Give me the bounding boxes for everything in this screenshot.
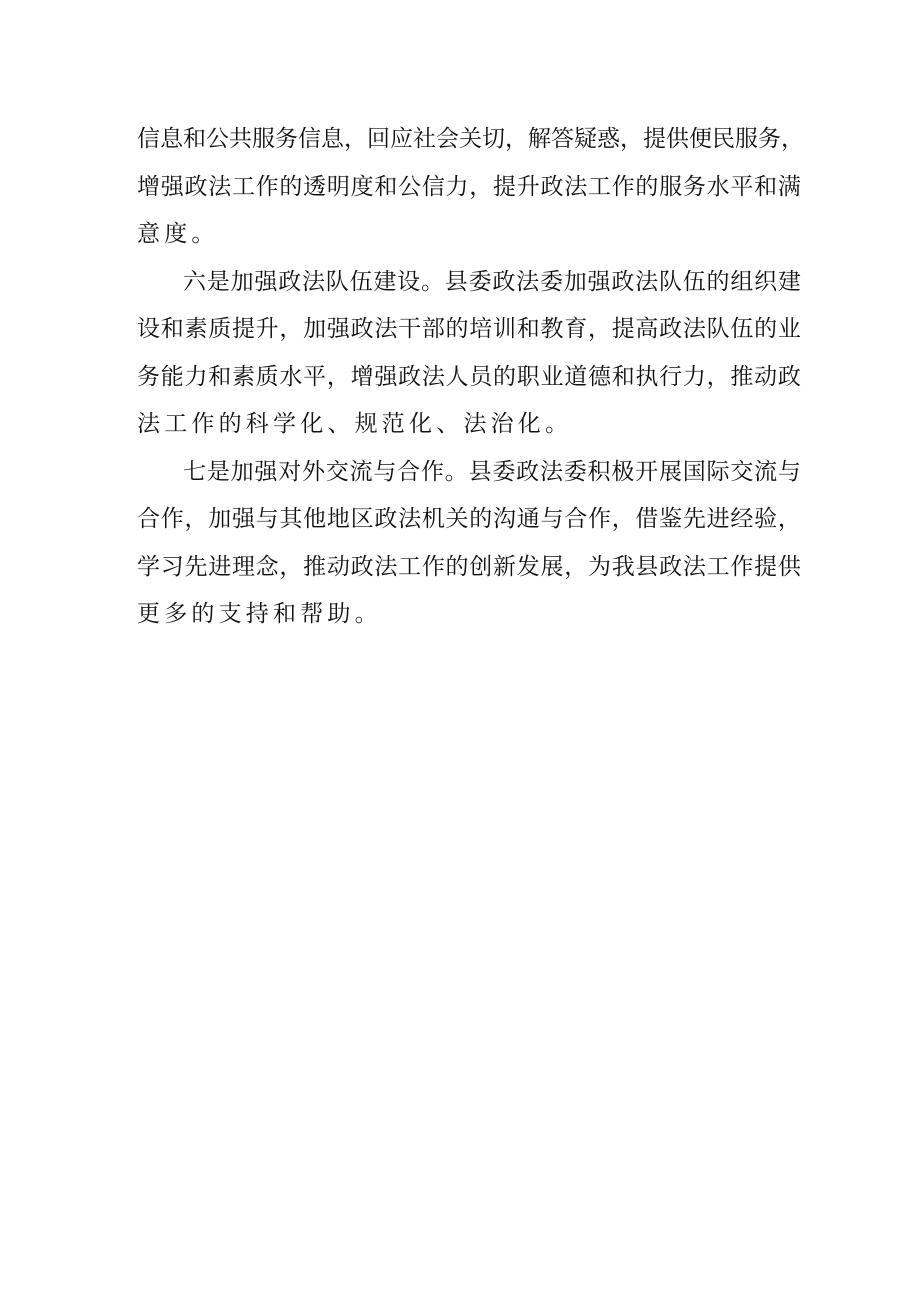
paragraph-2 xyxy=(137,259,801,449)
paragraph-line: 务 能 力 和 素 质 水 平 ， 增 强 政 法 人 员 的 职 业 道 德 和 执 行 力 ， 推 动 政 xyxy=(137,363,801,390)
paragraph-3 xyxy=(137,449,801,639)
paragraph-line: 增 强 政 法 工 作 的 透 明 度 和 公 信 力 ， 提 升 政 法 工 作 的 服 务 水 平 和 满 xyxy=(137,173,801,200)
paragraph-line: 信 息 和 公 共 服 务 信 息 ， 回 应 社 会 关 切 ， 解 答 疑 惑 ， 提 供 便 民 服 务 ， xyxy=(137,126,804,152)
document-body xyxy=(137,116,804,639)
paragraph-line: 意度。 xyxy=(137,221,219,247)
paragraph-line: 六 是 加 强 政 法 队 伍 建 设 。 县 委 政 法 委 加 强 政 法 队 伍 的 组 织 建 xyxy=(183,268,801,295)
paragraph-line: 法工作的科学化、规范化、法治化。 xyxy=(137,411,573,437)
paragraph-line: 更多的支持和帮助。 xyxy=(137,601,382,627)
paragraph-line: 学 习 先 进 理 念 ， 推 动 政 法 工 作 的 创 新 发 展 ， 为 我 县 政 法 工 作 提 供 xyxy=(137,553,801,580)
paragraph-1 xyxy=(137,116,804,259)
paragraph-line: 合 作 ， 加 强 与 其 他 地 区 政 法 机 关 的 沟 通 与 合 作 ， 借 鉴 先 进 经 验 ， xyxy=(137,506,801,532)
paragraph-line: 七 是 加 强 对 外 交 流 与 合 作 。 县 委 政 法 委 积 极 开 展 国 际 交 流 与 xyxy=(183,458,801,485)
paragraph-line: 设 和 素 质 提 升 ， 加 强 政 法 干 部 的 培 训 和 教 育 ， 提 高 政 法 队 伍 的 业 xyxy=(137,316,801,342)
